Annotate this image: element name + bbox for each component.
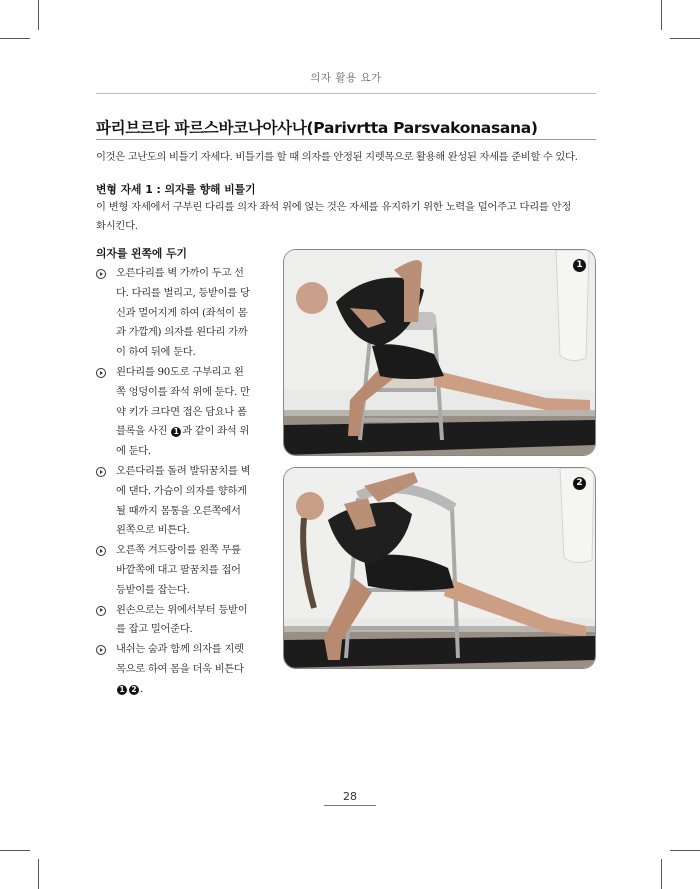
step-line xyxy=(116,680,266,700)
list-item xyxy=(96,541,266,600)
photo-ref-marker: 1 xyxy=(117,685,127,695)
arrow-circle-icon xyxy=(96,368,106,378)
page-number-rule xyxy=(324,805,376,806)
photo-number-badge: 1 xyxy=(573,259,586,272)
page-title: 파리브르타 파르스바코나아사나(Parivrtta Parsvakonasana) xyxy=(96,119,538,137)
step-line: 다. 다리를 벌리고, 등받이를 당 xyxy=(116,286,250,299)
list-item xyxy=(96,601,266,641)
step-line: 바깥쪽에 대고 팔꿈치를 접어 xyxy=(116,563,241,576)
step-line: 에 둔다. xyxy=(116,445,151,458)
crop-mark xyxy=(670,38,700,39)
description-line: 이 변형 자세에서 구부린 다리를 의자 좌석 위에 얹는 것은 자세를 유지하기 위한 노력을 덜어주고 다리를 안정 xyxy=(96,201,572,213)
step-line: 오른다리를 벽 가까이 두고 선 xyxy=(116,267,244,279)
photo-number-badge: 2 xyxy=(573,477,586,490)
title-rule xyxy=(96,139,596,140)
step-text: 블록을 사진 xyxy=(116,425,171,438)
variation-heading: 변형 자세 1 : 의자를 향해 비틀기 xyxy=(96,183,256,196)
list-item xyxy=(96,363,266,462)
photo-ref-marker: 2 xyxy=(129,685,139,695)
instruction-list xyxy=(96,264,266,700)
page-number: 28 xyxy=(343,790,357,803)
list-item xyxy=(96,640,266,699)
step-line: 오른쪽 겨드랑이를 왼쪽 무릎 xyxy=(116,544,241,557)
step-line: 과 가깝게) 의자를 왼다리 가까 xyxy=(116,326,248,339)
arrow-circle-icon xyxy=(96,645,106,655)
step-line: 목으로 하여 몸을 더욱 비튼다 xyxy=(116,662,244,675)
step-line: 를 잡고 밀어준다. xyxy=(116,623,193,636)
instructions-heading: 의자를 왼쪽에 두기 xyxy=(96,247,187,260)
intro-paragraph: 이것은 고난도의 비틀기 자세다. 비틀기를 할 때 의자를 안정된 지렛목으로 활용해 완성된 자세를 준비할 수 있다. xyxy=(96,151,578,163)
photo-ref-marker: 1 xyxy=(171,427,181,437)
step-line: 등받이를 잡는다. xyxy=(116,583,190,596)
step-line: 내쉬는 숨과 함께 의자를 지렛 xyxy=(116,643,244,656)
step-line: 될 때까지 몸통을 오른쪽에서 xyxy=(116,504,241,517)
step-text: 과 같이 좌석 위 xyxy=(182,425,249,438)
crop-mark xyxy=(38,0,39,30)
list-item xyxy=(96,462,266,541)
step-line: 에 댄다. 가슴이 의자를 향하게 xyxy=(116,484,247,497)
crop-mark xyxy=(38,859,39,889)
yoga-pose-illustration xyxy=(284,250,595,455)
step-line: 오른다리를 돌려 발뒤꿈치를 벽 xyxy=(116,464,251,477)
yoga-pose-illustration xyxy=(284,468,595,668)
step-line: 신과 멀어지게 하여 (좌석이 몸 xyxy=(116,306,248,319)
arrow-circle-icon xyxy=(96,467,106,477)
running-header: 의자 활용 요가 xyxy=(310,72,382,84)
step-line: 쪽 엉덩이를 좌석 위에 둔다. 만 xyxy=(116,385,250,398)
description-line: 화시킨다. xyxy=(96,220,138,232)
crop-mark xyxy=(0,850,30,851)
step-line: 왼다리를 90도로 구부리고 왼 xyxy=(116,365,244,378)
step-text: . xyxy=(140,682,143,695)
list-item xyxy=(96,264,266,363)
crop-mark xyxy=(661,0,662,30)
step-line: 왼손으로는 위에서부터 등받이 xyxy=(116,603,248,616)
step-line: 이 하여 뒤에 둔다. xyxy=(116,346,196,359)
arrow-circle-icon xyxy=(96,269,106,279)
crop-mark xyxy=(661,859,662,889)
crop-mark xyxy=(670,850,700,851)
photo-2 xyxy=(284,468,595,668)
arrow-circle-icon xyxy=(96,546,106,556)
step-line xyxy=(116,422,266,442)
header-rule xyxy=(96,93,596,94)
variation-description xyxy=(96,198,601,236)
step-line: 약 키가 크다면 접은 담요나 폼 xyxy=(116,405,247,418)
step-line: 왼쪽으로 비튼다. xyxy=(116,524,190,537)
photo-1 xyxy=(284,250,595,455)
crop-mark xyxy=(0,38,30,39)
arrow-circle-icon xyxy=(96,606,106,616)
